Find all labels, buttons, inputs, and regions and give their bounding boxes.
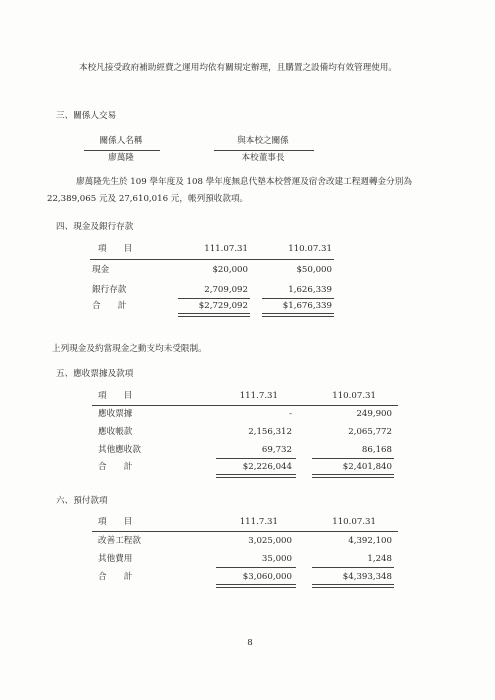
table-total-label: 合 計 <box>98 462 133 472</box>
subtotal-rule <box>216 567 296 568</box>
table-row-label: 其他應收款 <box>98 445 141 455</box>
col-header-date-b: 110.07.31 <box>332 517 376 527</box>
col-header-item: 項 目 <box>98 517 133 527</box>
party-relationship: 本校董事長 <box>241 153 285 163</box>
table-total: $2,729,092 <box>198 301 248 311</box>
table-cell: 1,248 <box>367 554 392 564</box>
table-cell: - <box>289 409 292 419</box>
total-double-rule <box>312 474 394 478</box>
table-row-label: 銀行存款 <box>92 285 127 295</box>
table-total: $2,401,840 <box>342 462 392 472</box>
rule <box>84 150 160 151</box>
page-number: 8 <box>247 638 253 648</box>
section-heading-related-party: 三、關係人交易 <box>56 111 117 121</box>
table-row-label: 改善工程款 <box>98 536 141 546</box>
table-total: $4,393,348 <box>342 572 392 582</box>
section-heading-prepayments: 六、預付款項 <box>56 496 108 506</box>
party-name: 廖萬隆 <box>108 153 134 163</box>
table-cell: 1,626,339 <box>288 285 332 295</box>
table-cell: 69,732 <box>261 445 292 455</box>
table-cell: 86,168 <box>361 445 392 455</box>
rule <box>214 150 314 151</box>
total-double-rule <box>178 313 250 317</box>
subtotal-rule <box>216 458 296 459</box>
col-header-item: 項 目 <box>98 244 133 254</box>
subtotal-rule <box>262 298 334 299</box>
table-row-label: 其他費用 <box>98 554 133 564</box>
table-header-rule <box>90 259 334 260</box>
table-cell: 3,025,000 <box>248 536 292 546</box>
section-heading-receivables: 五、應收票據及款項 <box>56 369 134 379</box>
table-row-label: 應收票據 <box>98 409 133 419</box>
table-row-label: 應收帳款 <box>98 427 133 437</box>
table-cell: 2,709,092 <box>204 285 248 295</box>
section-heading-cash: 四、現金及銀行存款 <box>56 222 134 232</box>
table-cell: $50,000 <box>296 265 332 275</box>
table-cell: 35,000 <box>261 554 292 564</box>
table-total: $3,060,000 <box>242 572 292 582</box>
col-header-date-b: 110.07.31 <box>332 391 376 401</box>
col-header-date-a: 111.7.31 <box>239 517 278 527</box>
col-header-item: 項 目 <box>98 391 133 401</box>
table-header-rule <box>92 531 398 532</box>
related-party-paragraph-line1: 廖萬隆先生於 109 學年度及 108 學年度無息代墊本校營運及宿舍改建工程週轉金分別為 <box>76 177 412 187</box>
subtotal-rule <box>312 567 394 568</box>
table-total-label: 合 計 <box>92 301 127 311</box>
col-header-date-a: 111.7.31 <box>239 391 278 401</box>
total-double-rule <box>216 584 296 588</box>
col-header-party-name: 關係人名稱 <box>99 136 143 146</box>
table-header-rule <box>92 405 398 406</box>
col-header-relationship: 與本校之關係 <box>237 136 289 146</box>
table-cell: $20,000 <box>212 265 248 275</box>
table-total-label: 合 計 <box>98 572 133 582</box>
total-double-rule <box>216 474 296 478</box>
intro-paragraph: 本校凡接受政府補助經費之運用均依有關規定辦理，且購置之設備均有效管理使用。 <box>79 63 397 73</box>
table-cell: 2,065,772 <box>348 427 392 437</box>
related-party-paragraph-line2: 22,389,065 元及 27,610,016 元，帳列預收款項。 <box>47 194 249 204</box>
total-double-rule <box>312 584 394 588</box>
col-header-date-a: 111.07.31 <box>204 244 248 254</box>
total-double-rule <box>262 313 334 317</box>
table-cell: 249,900 <box>356 409 392 419</box>
subtotal-rule <box>178 298 250 299</box>
table-cell: 2,156,312 <box>248 427 292 437</box>
cash-restriction-note: 上列現金及約當現金之動支均未受限制。 <box>52 344 207 354</box>
table-row-label: 現金 <box>92 265 110 275</box>
subtotal-rule <box>312 458 394 459</box>
table-total: $2,226,044 <box>242 462 292 472</box>
table-total: $1,676,339 <box>282 301 332 311</box>
table-cell: 4,392,100 <box>348 536 392 546</box>
col-header-date-b: 110.07.31 <box>288 244 332 254</box>
